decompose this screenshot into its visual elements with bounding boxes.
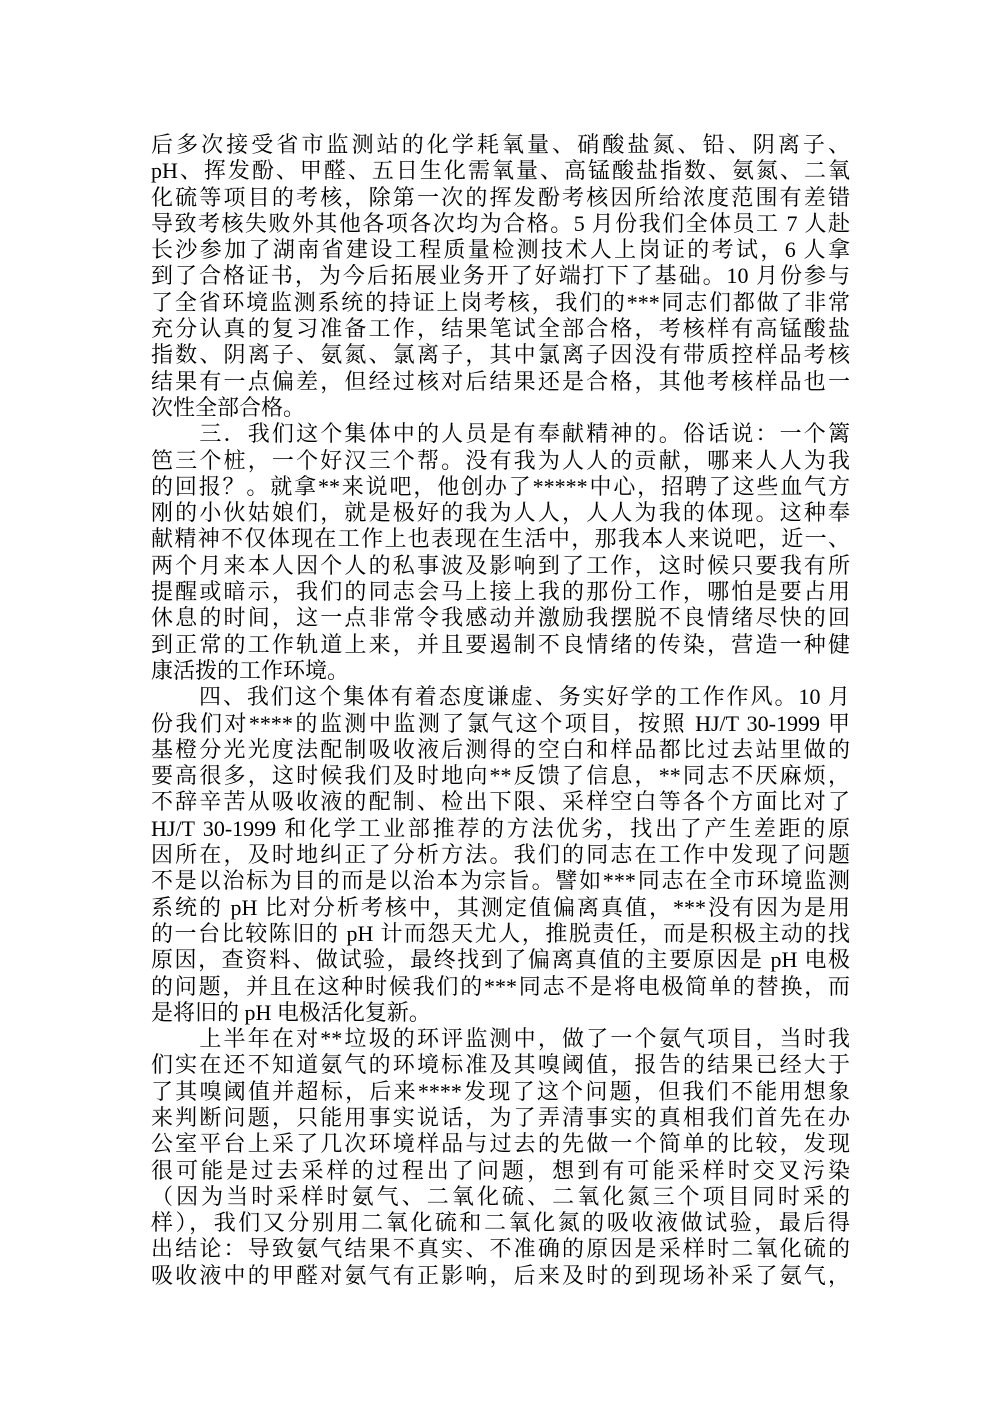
text-line: 休息的时间，这一点非常令我感动并激励我摆脱不良情绪尽快的回 bbox=[151, 605, 850, 631]
text-line: 出结论：导致氨气结果不真实、不准确的原因是采样时二氧化硫的 bbox=[151, 1236, 850, 1262]
text-line: 的一台比较陈旧的 pH 计而怨天尤人，推脱责任，而是积极主动的找 bbox=[151, 920, 850, 946]
text-line: 到了合格证书，为今后拓展业务开了好端打下了基础。10 月份参与 bbox=[151, 263, 850, 289]
text-line: pH、挥发酚、甲醛、五日生化需氧量、高锰酸盐指数、氨氮、二氧 bbox=[151, 158, 850, 184]
text-line: 两个月来本人因个人的私事波及影响到了工作，这时候只要我有所 bbox=[151, 552, 850, 578]
text-line: 指数、阴离子、氨氮、氯离子，其中氯离子因没有带质控样品考核 bbox=[151, 342, 850, 368]
text-line: 很可能是过去采样的过程出了问题，想到有可能采样时交叉污染 bbox=[151, 1157, 850, 1183]
text-line: 的问题，并且在这种时候我们的***同志不是将电极简单的替换，而 bbox=[151, 973, 850, 999]
text-line: 吸收液中的甲醛对氨气有正影响，后来及时的到现场补采了氨气， bbox=[151, 1262, 850, 1288]
text-line: （因为当时采样时氨气、二氧化硫、二氧化氮三个项目同时采的 bbox=[151, 1183, 850, 1209]
text-line: 是将旧的 pH 电极活化复新。 bbox=[151, 999, 431, 1025]
text-line: 上半年在对**垃圾的环评监测中，做了一个氨气项目，当时我 bbox=[151, 1026, 850, 1052]
text-line: 提醒或暗示，我们的同志会马上接上我的那份工作，哪怕是要占用 bbox=[151, 579, 850, 605]
text-line: 次性全部合格。 bbox=[151, 394, 306, 420]
text-line: 四、我们这个集体有着态度谦虚、务实好学的工作作风。10 月 bbox=[151, 684, 850, 710]
text-line: 刚的小伙姑娘们，就是极好的我为人人，人人为我的体现。这种奉 bbox=[151, 500, 850, 526]
text-line: 献精神不仅体现在工作上也表现在生活中，那我本人来说吧，近一、 bbox=[151, 526, 850, 552]
text-line: 因所在，及时地纠正了分析方法。我们的同志在工作中发现了问题 bbox=[151, 842, 850, 868]
text-line: 原因，查资料、做试验，最终找到了偏离真值的主要原因是 pH 电极 bbox=[151, 947, 850, 973]
text-line: 到正常的工作轨道上来，并且要遏制不良情绪的传染，营造一种健 bbox=[151, 631, 850, 657]
text-line: 系统的 pH 比对分析考核中，其测定值偏离真值，***没有因为是用 bbox=[151, 894, 850, 920]
text-content bbox=[151, 132, 850, 1289]
text-line: 不是以治标为目的而是以治本为宗旨。譬如***同志在全市环境监测 bbox=[151, 868, 850, 894]
text-line: 公室平台上采了几次环境样品与过去的先做一个简单的比较，发现 bbox=[151, 1131, 850, 1157]
text-line: 三．我们这个集体中的人员是有奉献精神的。俗话说：一个篱 bbox=[151, 421, 850, 447]
text-line: 笆三个桩，一个好汉三个帮。没有我为人人的贡献，哪来人人为我 bbox=[151, 447, 850, 473]
text-line: HJ/T 30-1999 和化学工业部推荐的方法优劣，找出了产生差距的原 bbox=[151, 815, 850, 841]
text-line: 导致考核失败外其他各项各次均为合格。5 月份我们全体员工 7 人赴 bbox=[151, 210, 850, 236]
text-line: 长沙参加了湖南省建设工程质量检测技术人上岗证的考试，6 人拿 bbox=[151, 237, 850, 263]
text-line: 基橙分光光度法配制吸收液后测得的空白和样品都比过去站里做的 bbox=[151, 736, 850, 762]
text-line: 充分认真的复习准备工作，结果笔试全部合格，考核样有高锰酸盐 bbox=[151, 316, 850, 342]
text-line: 康活拨的工作环境。 bbox=[151, 657, 350, 683]
text-line: 来判断问题，只能用事实说话，为了弄清事实的真相我们首先在办 bbox=[151, 1104, 850, 1130]
text-line: 了其嗅阈值并超标，后来****发现了这个问题，但我们不能用想象 bbox=[151, 1078, 850, 1104]
text-line: 不辞辛苦从吸收液的配制、检出下限、采样空白等各个方面比对了 bbox=[151, 789, 850, 815]
text-line: 后多次接受省市监测站的化学耗氧量、硝酸盐氮、铅、阴离子、 bbox=[151, 132, 850, 157]
text-line: 们实在还不知道氨气的环境标准及其嗅阈值，报告的结果已经大于 bbox=[151, 1052, 850, 1078]
text-line: 了全省环境监测系统的持证上岗考核，我们的***同志们都做了非常 bbox=[151, 289, 850, 315]
text-line: 的回报？。就拿**来说吧，他创办了*****中心，招聘了这些血气方 bbox=[151, 473, 850, 499]
text-line: 化硫等项目的考核，除第一次的挥发酚考核因所给浓度范围有差错 bbox=[151, 184, 850, 210]
text-line: 份我们对****的监测中监测了氯气这个项目，按照 HJ/T 30-1999 甲 bbox=[151, 710, 850, 736]
text-line: 要高很多，这时候我们及时地向**反馈了信息，**同志不厌麻烦， bbox=[151, 763, 850, 789]
text-line: 结果有一点偏差，但经过核对后结果还是合格，其他考核样品也一 bbox=[151, 368, 850, 394]
text-line: 样），我们又分别用二氧化硫和二氧化氮的吸收液做试验，最后得 bbox=[151, 1210, 850, 1236]
